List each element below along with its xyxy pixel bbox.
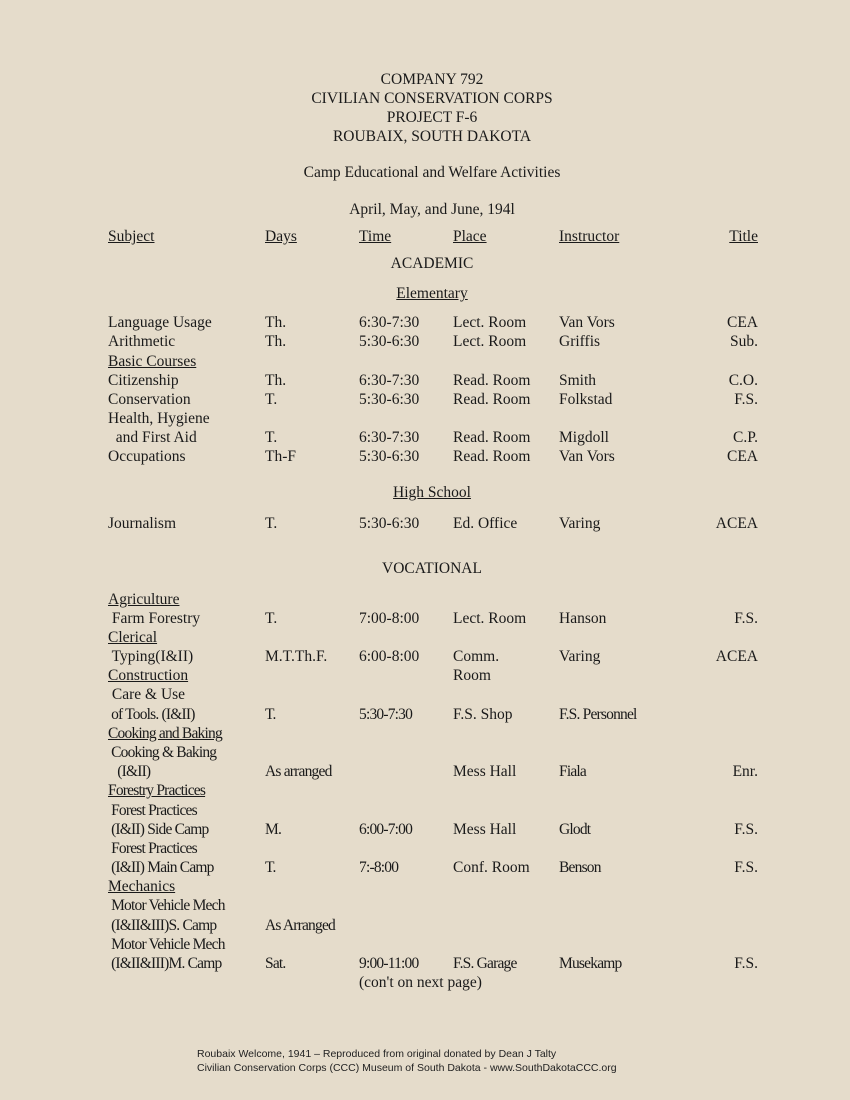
cell-days: M. — [265, 821, 282, 838]
cell-time: 6:30-7:30 — [359, 314, 420, 331]
document-subtitle: Camp Educational and Welfare Activities — [303, 164, 561, 181]
table-row — [0, 590, 850, 609]
cell-title: ACEA — [715, 515, 758, 532]
cell-subject: Motor Vehicle Mech — [108, 897, 225, 914]
table-row — [0, 332, 850, 351]
location-line: ROUBAIX, SOUTH DAKOTA — [332, 128, 532, 145]
table-row — [0, 743, 850, 762]
table-row — [0, 896, 850, 915]
cell-subject: Agriculture — [108, 591, 180, 608]
cell-place: Ed. Office — [453, 515, 518, 532]
table-row — [0, 352, 850, 371]
cell-instructor: Griffis — [559, 333, 601, 350]
section-vocational: VOCATIONAL — [382, 560, 482, 577]
column-header-title: Title — [729, 228, 758, 245]
table-row — [0, 409, 850, 428]
cell-instructor: Varing — [559, 515, 601, 532]
cell-subject: Forest Practices — [108, 802, 197, 819]
footer-museum: Civilian Conservation Corps (CCC) Museum of South Dakota - www.SouthDakotaCCC.org — [197, 1062, 617, 1074]
table-row — [0, 371, 850, 390]
cell-place: Room — [453, 667, 491, 684]
company-line: COMPANY 792 — [380, 71, 484, 88]
cell-instructor: Van Vors — [559, 448, 615, 465]
table-row — [0, 781, 850, 800]
cell-place: Lect. Room — [453, 610, 527, 627]
table-row — [0, 313, 850, 332]
cell-place: Lect. Room — [453, 314, 527, 331]
footer-credit: Roubaix Welcome, 1941 – Reproduced from original donated by Dean J Talty — [197, 1048, 557, 1060]
cell-days: Th. — [265, 333, 287, 350]
project-line: PROJECT F-6 — [386, 109, 478, 126]
cell-title: F.S. — [734, 859, 758, 876]
cell-place: Conf. Room — [453, 859, 530, 876]
cell-subject: (I&II) — [108, 763, 151, 780]
cell-days: Th. — [265, 372, 287, 389]
cell-title: C.O. — [728, 372, 758, 389]
cell-time: 6:30-7:30 — [359, 429, 420, 446]
cell-time: 6:00-8:00 — [359, 648, 420, 665]
cell-time: 6:30-7:30 — [359, 372, 420, 389]
cell-time: 5:30-6:30 — [359, 515, 420, 532]
cell-title: CEA — [727, 314, 758, 331]
cell-instructor: Varing — [559, 648, 601, 665]
table-row — [0, 820, 850, 839]
cell-place: Mess Hall — [453, 763, 517, 780]
cell-instructor: Fiala — [559, 763, 586, 780]
cell-days: T. — [265, 706, 276, 723]
cell-days: T. — [265, 610, 278, 627]
cell-subject: Farm Forestry — [108, 610, 201, 627]
schedule-period: April, May, and June, 194l — [349, 201, 515, 218]
cell-time: 7:-8:00 — [359, 859, 399, 876]
table-row — [0, 877, 850, 896]
cell-instructor: Migdoll — [559, 429, 609, 446]
cell-instructor: Benson — [559, 859, 601, 876]
cell-title: CEA — [727, 448, 758, 465]
cell-days: T. — [265, 391, 278, 408]
cell-days: As arranged — [265, 763, 332, 780]
cell-subject: Forestry Practices — [108, 782, 206, 799]
cell-days: T. — [265, 515, 278, 532]
cell-days: T. — [265, 429, 278, 446]
subsection-elementary: Elementary — [396, 285, 468, 302]
cell-subject: Motor Vehicle Mech — [108, 936, 225, 953]
cell-subject: Language Usage — [108, 314, 212, 331]
table-row — [0, 954, 850, 973]
cell-subject: and First Aid — [108, 429, 197, 446]
cell-time: 6:00-7:00 — [359, 821, 413, 838]
cell-instructor: Hanson — [559, 610, 607, 627]
cell-days: T. — [265, 859, 276, 876]
cell-instructor: Glodt — [559, 821, 591, 838]
cell-subject: Citizenship — [108, 372, 179, 389]
cell-title: C.P. — [733, 429, 758, 446]
cell-place: Comm. — [453, 648, 500, 665]
cell-subject: Clerical — [108, 629, 158, 646]
column-header-row — [0, 227, 850, 246]
section-academic: ACADEMIC — [390, 255, 474, 272]
table-row — [0, 609, 850, 628]
column-header-instructor: Instructor — [559, 228, 620, 245]
column-header-time: Time — [359, 228, 392, 245]
table-row — [0, 428, 850, 447]
cell-title: ACEA — [715, 648, 758, 665]
cell-place: F.S. Shop — [453, 706, 513, 723]
cell-days: Th. — [265, 314, 287, 331]
cell-subject: Conservation — [108, 391, 191, 408]
cell-instructor: Van Vors — [559, 314, 615, 331]
cell-subject: Care & Use — [108, 686, 186, 703]
cell-time: 5:30-6:30 — [359, 333, 420, 350]
cell-time: 5:30-6:30 — [359, 391, 420, 408]
table-row — [0, 685, 850, 704]
cell-instructor: Folkstad — [559, 391, 613, 408]
table-row — [0, 447, 850, 466]
cell-title: Sub. — [730, 333, 758, 350]
table-row — [0, 514, 850, 533]
cell-place: Mess Hall — [453, 821, 517, 838]
cell-title: Enr. — [732, 763, 758, 780]
table-row — [0, 916, 850, 935]
table-row — [0, 724, 850, 743]
cell-subject: (I&II) Side Camp — [108, 821, 209, 838]
cell-subject: Cooking and Baking — [108, 725, 222, 742]
cell-days: Th-F — [265, 448, 296, 465]
cell-title: F.S. — [734, 391, 758, 408]
cell-subject: Cooking & Baking — [108, 744, 217, 761]
table-row — [0, 705, 850, 724]
cell-subject: Mechanics — [108, 878, 176, 895]
subsection-high-school: High School — [393, 484, 471, 501]
cell-subject: Health, Hygiene — [108, 410, 210, 427]
cell-days: M.T.Th.F. — [265, 648, 328, 665]
table-row — [0, 858, 850, 877]
cell-subject: (I&II) Main Camp — [108, 859, 214, 876]
column-header-subject: Subject — [108, 228, 155, 245]
table-row — [0, 973, 850, 992]
table-row — [0, 801, 850, 820]
cell-days: As Arranged — [265, 917, 335, 934]
cell-title: F.S. — [734, 610, 758, 627]
cell-subject: Typing(I&II) — [108, 648, 194, 665]
cell-time: 7:00-8:00 — [359, 610, 420, 627]
cell-time: (con't on next page) — [359, 974, 482, 991]
table-row — [0, 935, 850, 954]
cell-subject: Forest Practices — [108, 840, 197, 857]
cell-place: F.S. Garage — [453, 955, 517, 972]
cell-instructor: Smith — [559, 372, 597, 389]
table-row — [0, 390, 850, 409]
cell-instructor: Musekamp — [559, 955, 622, 972]
table-row — [0, 666, 850, 685]
cell-place: Read. Room — [453, 429, 531, 446]
cell-title: F.S. — [734, 955, 758, 972]
cell-subject: of Tools. (I&II) — [108, 706, 195, 723]
corps-line: CIVILIAN CONSERVATION CORPS — [311, 90, 553, 107]
cell-subject: (I&II&III)S. Camp — [108, 917, 217, 934]
column-header-place: Place — [453, 228, 487, 245]
cell-subject: Journalism — [108, 515, 177, 532]
table-row — [0, 762, 850, 781]
cell-place: Lect. Room — [453, 333, 527, 350]
cell-instructor: F.S. Personnel — [559, 706, 637, 723]
cell-subject: Basic Courses — [108, 353, 197, 370]
table-row — [0, 647, 850, 666]
cell-time: 5:30-6:30 — [359, 448, 420, 465]
cell-place: Read. Room — [453, 448, 531, 465]
cell-place: Read. Room — [453, 391, 531, 408]
cell-title: F.S. — [734, 821, 758, 838]
cell-subject: Arithmetic — [108, 333, 176, 350]
cell-subject: (I&II&III)M. Camp — [108, 955, 222, 972]
cell-time: 9:00-11:00 — [359, 955, 419, 972]
cell-subject: Construction — [108, 667, 189, 684]
cell-place: Read. Room — [453, 372, 531, 389]
cell-subject: Occupations — [108, 448, 186, 465]
cell-days: Sat. — [265, 955, 286, 972]
table-row — [0, 839, 850, 858]
cell-time: 5:30-7:30 — [359, 706, 413, 723]
column-header-days: Days — [265, 228, 297, 245]
table-row — [0, 628, 850, 647]
